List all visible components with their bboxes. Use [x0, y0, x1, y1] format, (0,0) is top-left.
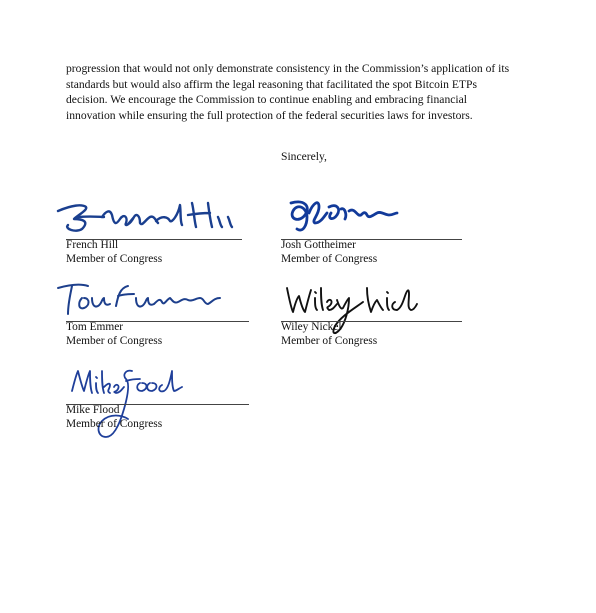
signatory-name: Josh Gottheimer	[281, 239, 356, 251]
signatory-title: Member of Congress	[66, 418, 163, 430]
handwritten-signature-gottheimer	[285, 193, 405, 239]
body-line: standards but would also affirm the legal reasoning that facilitated the spot Bitcoin ETPs	[66, 77, 477, 91]
signatory-name: French Hill	[66, 239, 119, 251]
signatory-title: Member of Congress	[281, 253, 378, 265]
signatory-name: Mike Flood	[66, 404, 120, 416]
body-line: progression that would not only demonstrate consistency in the Commission’s application of its	[66, 62, 510, 75]
signatory-name: Tom Emmer	[66, 321, 124, 333]
handwritten-signature-emmer	[54, 278, 254, 322]
handwritten-signature-hill	[52, 195, 252, 239]
signatory-name: Wiley Nickel	[281, 321, 342, 333]
body-line: decision. We encourage the Commission to continue enabling and embracing financial	[66, 93, 467, 107]
body-line: innovation while ensuring the full protection of the federal securities laws for investors.	[66, 108, 473, 122]
signatory-title: Member of Congress	[66, 253, 163, 265]
signatory-title: Member of Congress	[66, 335, 163, 347]
signatory-title: Member of Congress	[281, 335, 378, 347]
handwritten-signature-flood	[70, 361, 190, 445]
closing-salutation: Sincerely,	[281, 150, 327, 163]
letter-body	[66, 61, 536, 123]
